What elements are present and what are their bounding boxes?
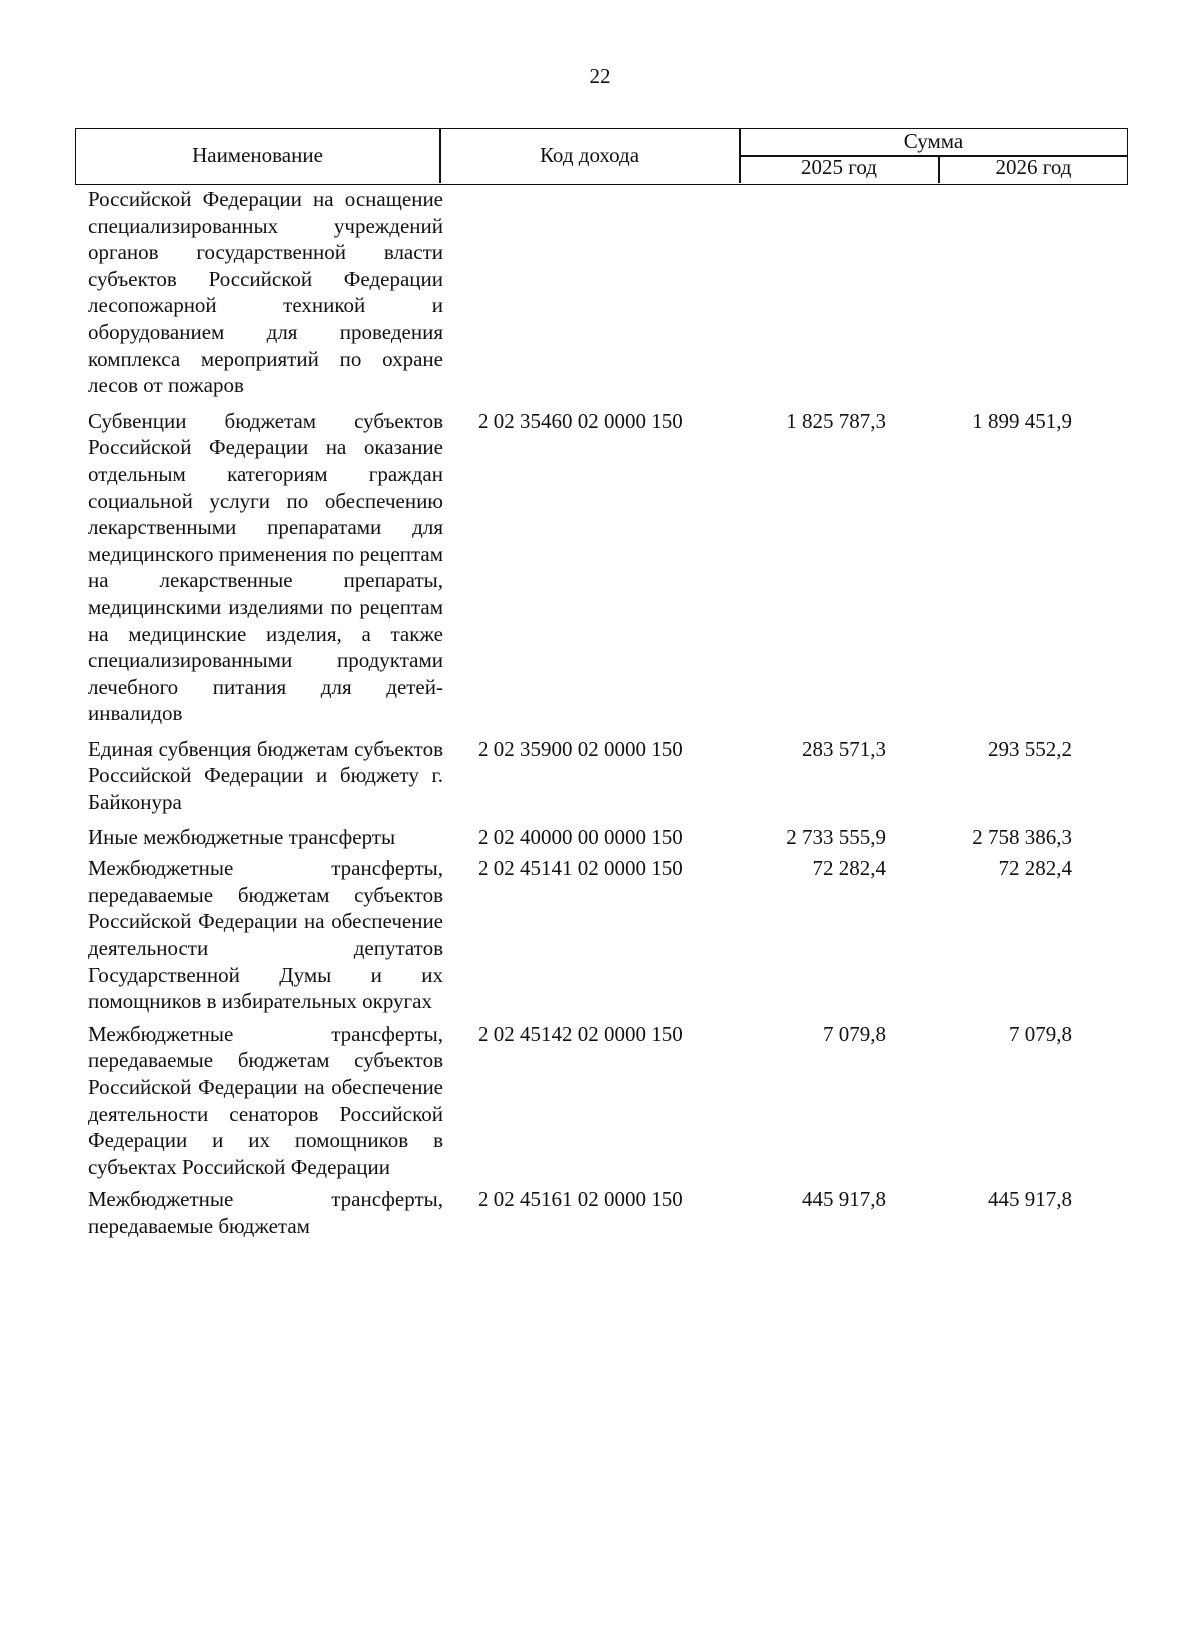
row-name: Иные межбюджетные трансферты [88,824,396,849]
page-number: 22 [589,64,611,88]
row-code: 2 02 45161 02 0000 150 [478,1187,683,1212]
row-value-2026: 2 758 386,3 [972,824,1072,849]
row-name: Межбюджетные трансферты, передаваемые бюджетам [88,1187,443,1238]
row-value-2025: 1 825 787,3 [786,408,886,433]
row-code: 2 02 45141 02 0000 150 [478,856,683,881]
header-name: Наименование [192,143,323,167]
row-value-2026: 1 899 451,9 [972,408,1072,433]
row-name: Российской Федерации на оснащение специализированных учреждений органов государственной власти субъектов Российской Федерации лесопожарной техникой и оборудованием для проведения комплекса мероприятий по охране лесов от пожаров [88,187,443,398]
row-code: 2 02 40000 00 0000 150 [478,824,683,849]
table-row [75,736,1128,816]
row-value-2026: 445 917,8 [988,1187,1072,1212]
header-year-2025: 2025 год [801,155,877,179]
table-body [75,186,1128,1240]
table-row [75,824,1128,851]
table-row [75,186,1128,399]
row-name: Межбюджетные трансферты, передаваемые бюджетам субъектов Российской Федерации на обеспечение деятельности депутатов Государственной Думы и их помощников в избирательных округах [88,856,443,1014]
header-sum: Сумма [903,129,964,153]
row-code: 2 02 35460 02 0000 150 [478,408,683,433]
table-header [75,128,1128,185]
header-year-2026: 2026 год [995,155,1072,179]
header-code: Код дохода [539,143,640,167]
row-value-2025: 2 733 555,9 [786,824,886,849]
row-value-2025: 283 571,3 [802,736,886,761]
row-code: 2 02 45142 02 0000 150 [478,1021,683,1046]
row-value-2026: 293 552,2 [988,736,1072,761]
table-row [75,855,1128,1015]
row-name: Межбюджетные трансферты, передаваемые бюджетам субъектов Российской Федерации на обеспечение деятельности сенаторов Российской Федерации и их помощников в субъектах Российской Федерации [88,1021,443,1179]
table-row [75,1021,1128,1181]
table-row [75,408,1128,727]
row-code: 2 02 35900 02 0000 150 [478,736,683,761]
row-name: Субвенции бюджетам субъектов Российской Федерации на оказание отдельным категориям граждан социальной услуги по обеспечению лекарственными препаратами для медицинского применения по рецептам на лекарственные препараты, медицинскими изделиями по рецептам на медицинские изделия, а также специализированными продуктами лечебного питания для детей-инвалидов [88,408,443,726]
table-row [75,1186,1128,1239]
row-value-2026: 72 282,4 [998,856,1072,881]
row-value-2025: 445 917,8 [802,1187,886,1212]
row-value-2025: 72 282,4 [812,856,886,881]
row-name: Единая субвенция бюджетам субъектов Российской Федерации и бюджету г. Байконура [88,736,443,815]
row-value-2025: 7 079,8 [823,1021,886,1046]
row-value-2026: 7 079,8 [1009,1021,1072,1046]
